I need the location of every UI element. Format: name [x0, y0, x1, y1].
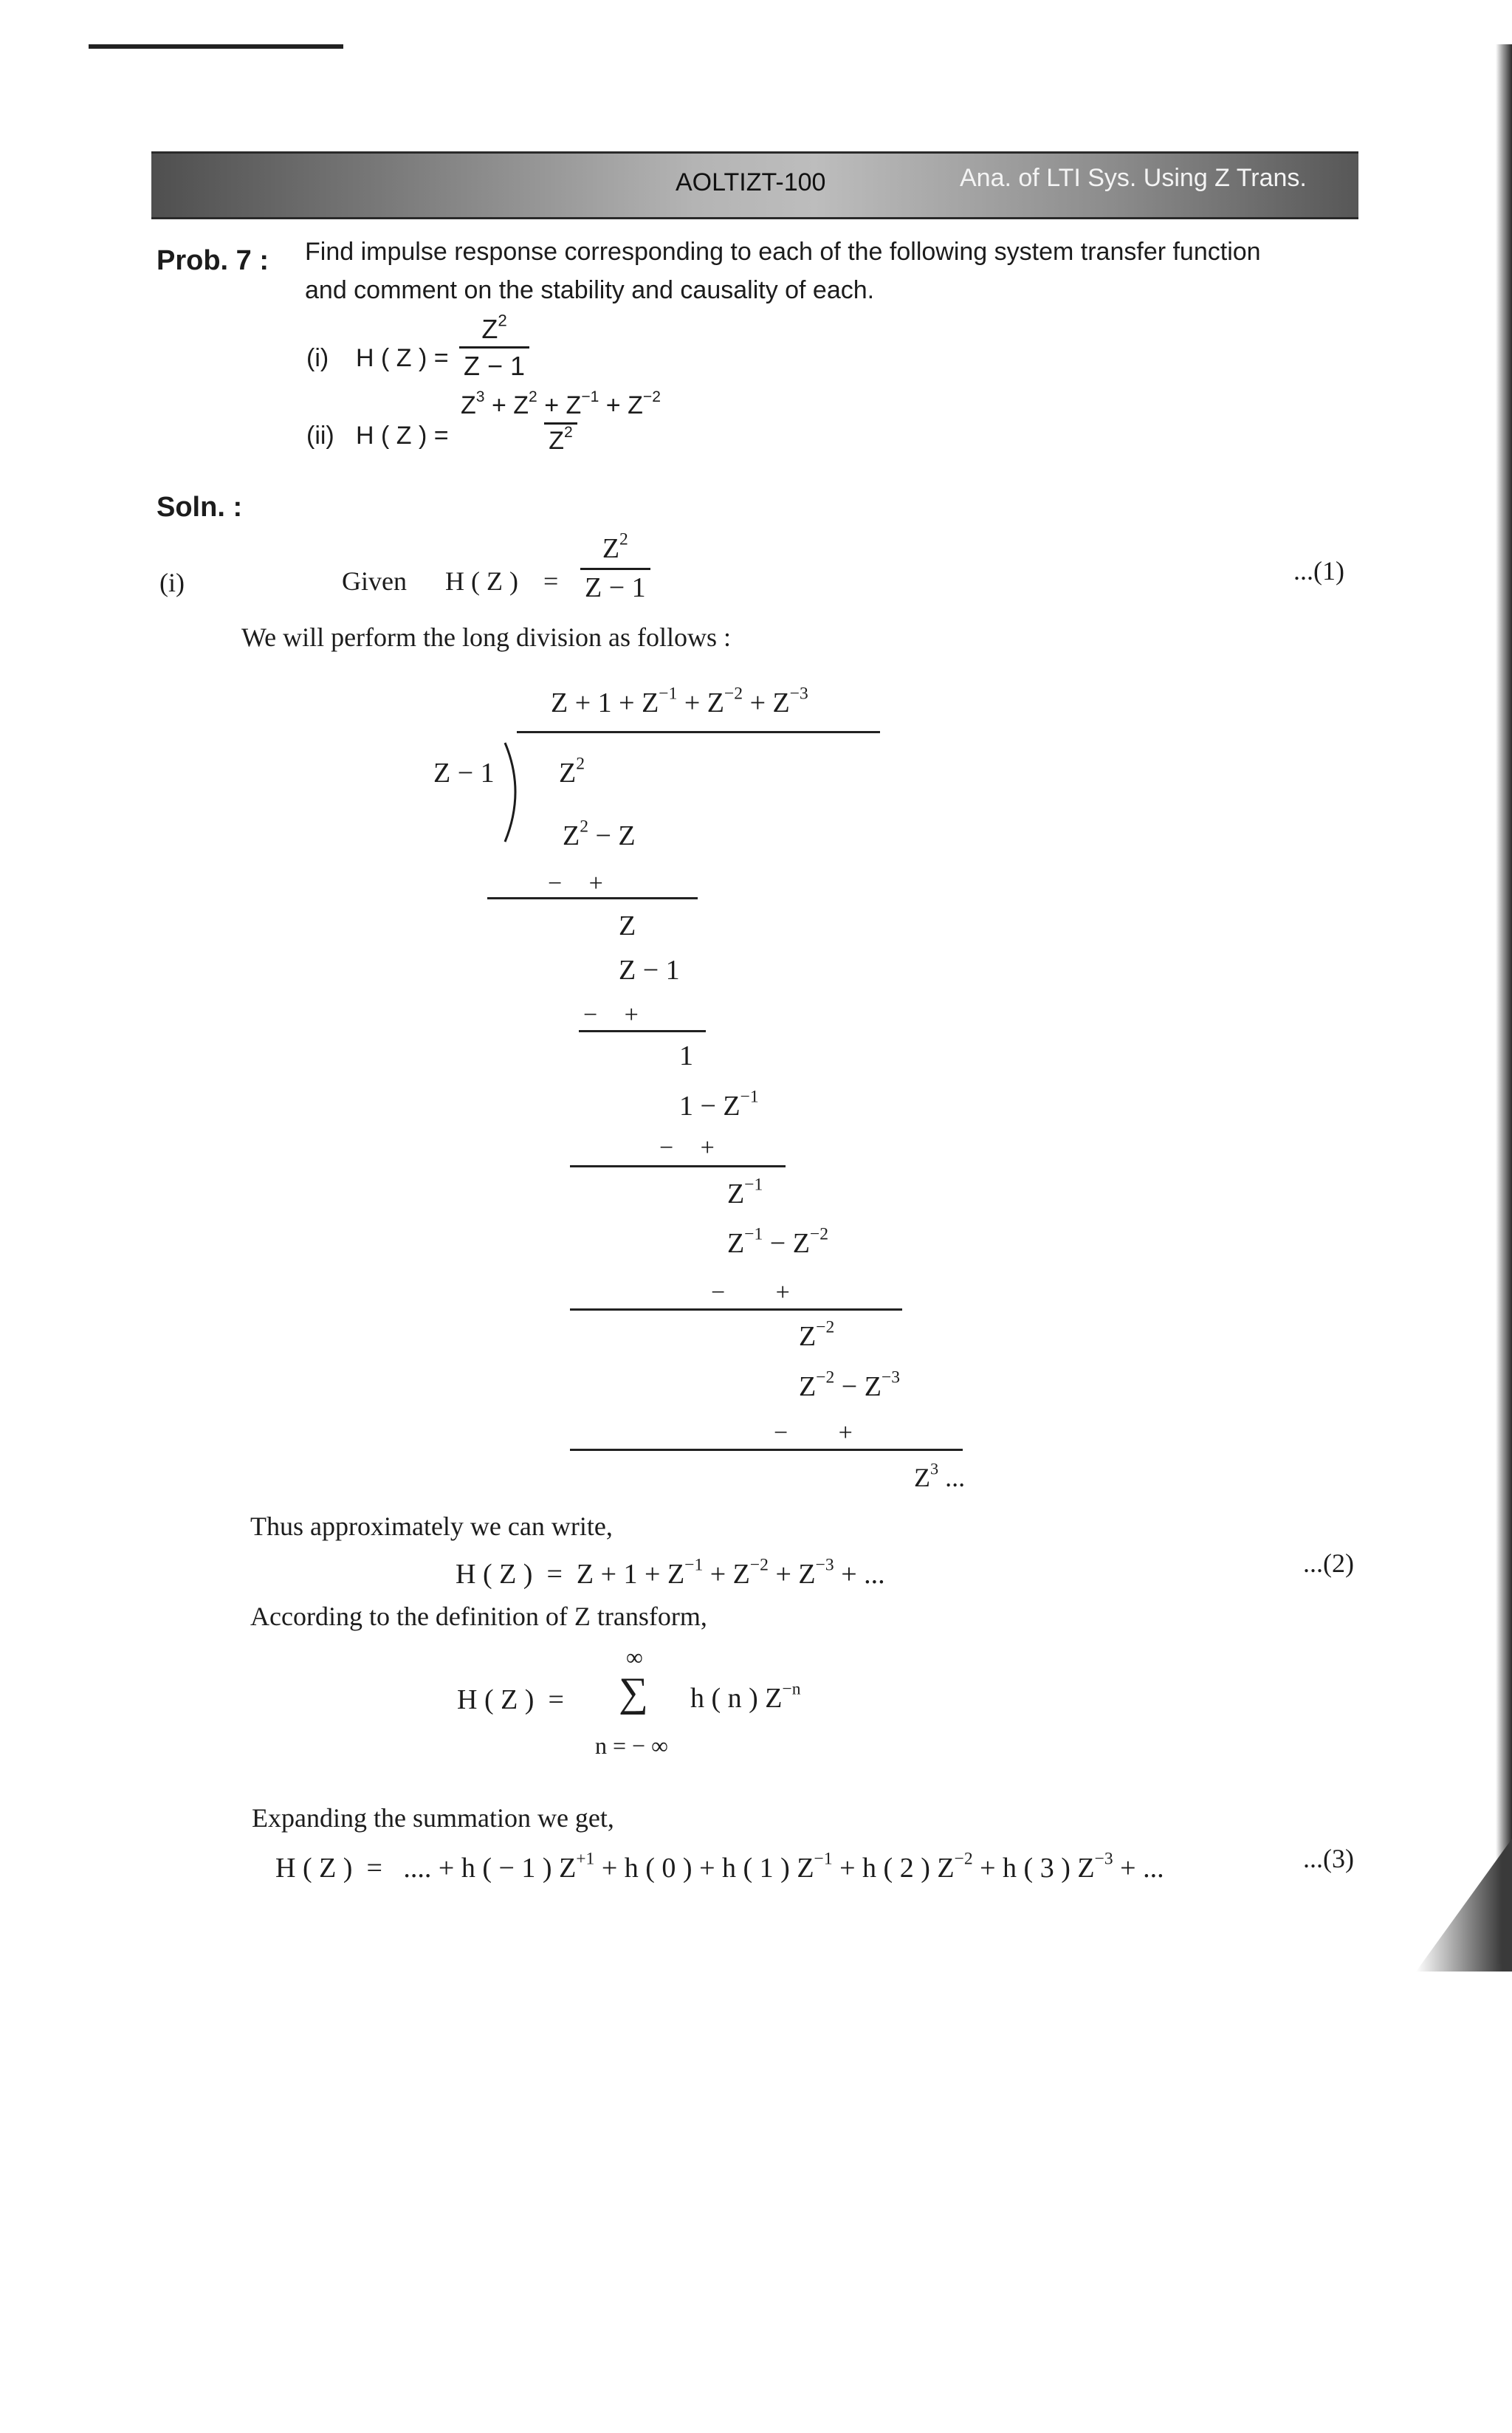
top-rule [89, 44, 343, 49]
part2-fraction: $\frac{Z^3 + Z^2 + Z^{-1} + Z^{-2}}{Z^2}$ [461, 388, 661, 456]
long-division-step2-product: Z − 1 [619, 955, 680, 986]
solution-part-label: (i) [159, 568, 185, 597]
long-division-step4-remainder: $Z^{-2}$ [799, 1317, 835, 1352]
long-division-rule-3 [570, 1165, 786, 1167]
long-division-rule-2 [579, 1030, 706, 1032]
sum-lhs: H ( Z ) = [457, 1684, 564, 1715]
long-division-dividend: $Z^2$ [559, 754, 585, 789]
definition-text: According to the definition of Z transform, [250, 1602, 707, 1631]
equation-tag-2: ...(2) [1303, 1548, 1354, 1578]
page-edge-shadow-foot [1416, 1839, 1512, 1972]
long-division-step3-remainder: $Z^{-1}$ [727, 1175, 763, 1209]
equals-sign: = [543, 566, 559, 596]
part1-fraction: $\frac{Z^2}{Z - 1}$ [459, 314, 529, 382]
long-division-step3-signs: − + [659, 1134, 715, 1161]
long-division-rule-5 [570, 1449, 963, 1451]
long-division-step1-remainder: Z [619, 910, 636, 941]
long-division-step3-product: $1 - Z^{-1}$ [679, 1087, 759, 1122]
solution-label: Soln. : [157, 492, 243, 523]
long-division-bracket [501, 740, 527, 845]
problem-text-line1: Find impulse response corresponding to each of the following system transfer function [305, 238, 1261, 266]
sum-upper-limit: ∞ [626, 1644, 643, 1670]
long-division-rule-1 [487, 897, 698, 899]
given-lhs: H ( Z ) [445, 566, 518, 596]
long-division-step1-product: $Z^2 - Z$ [563, 817, 636, 851]
problem-text-line2: and comment on the stability and causality of each. [305, 276, 875, 304]
long-division-step1-signs: − + [548, 870, 603, 897]
sum-term: h ( n ) $Z^{-n}$ [690, 1679, 801, 1714]
given-fraction: $\frac{Z^2}{Z - 1}$ [580, 533, 650, 604]
part2-lhs: H ( Z ) = [356, 422, 449, 450]
equation-tag-1: ...(1) [1293, 556, 1344, 586]
problem-label: Prob. 7 : [157, 245, 269, 276]
long-division-step5-product: $Z^{-2} - Z^{-3}$ [799, 1368, 900, 1402]
long-division-step2-remainder: 1 [679, 1040, 693, 1071]
part1-label: (i) [306, 344, 329, 372]
expanding-text: Expanding the summation we get, [252, 1803, 614, 1833]
part1-lhs: H ( Z ) = [356, 344, 449, 372]
long-division-intro: We will perform the long division as follows : [241, 622, 732, 652]
long-division-step5-signs: − + [774, 1419, 853, 1447]
running-header-section-title: Ana. of LTI Sys. Using Z Trans. [960, 164, 1307, 192]
equation-tag-3: ...(3) [1303, 1844, 1354, 1873]
equation-2: H ( Z ) = $Z + 1 + Z^{-1} + Z^{-2} + Z^{-3}$ + ... [456, 1555, 885, 1590]
approximation-text: Thus approximately we can write, [250, 1511, 613, 1541]
part2-label: (ii) [306, 422, 334, 450]
sum-lower-limit: n = − ∞ [595, 1732, 668, 1759]
running-header-code: AOLTIZT-100 [676, 168, 826, 196]
long-division-quotient: $Z + 1 + Z^{-1} + Z^{-2} + Z^{-3}$ [551, 684, 808, 718]
long-division-divisor: Z − 1 [433, 758, 495, 789]
long-division-step4-product: $Z^{-1} - Z^{-2}$ [727, 1224, 828, 1259]
long-division-step4-signs: − + [711, 1279, 790, 1306]
long-division-step2-signs: − + [583, 1001, 639, 1029]
page-edge-shadow [1496, 44, 1512, 1964]
given-label: Given [342, 566, 407, 596]
long-division-remainder-tail: $Z^3$ ... [914, 1459, 966, 1492]
long-division-vinculum [517, 731, 880, 733]
equation-3: H ( Z ) = .... + h ( − 1 ) $Z^{+1} + h$ ( 0 ) + h ( 1 ) $Z^{-1} + h$ ( 2 ) $Z^{-2} + h$ ( 3 ) $Z^{-3}$ + ... [275, 1849, 1164, 1884]
long-division-rule-4 [570, 1308, 902, 1311]
sigma-symbol: ∑ [619, 1670, 648, 1715]
